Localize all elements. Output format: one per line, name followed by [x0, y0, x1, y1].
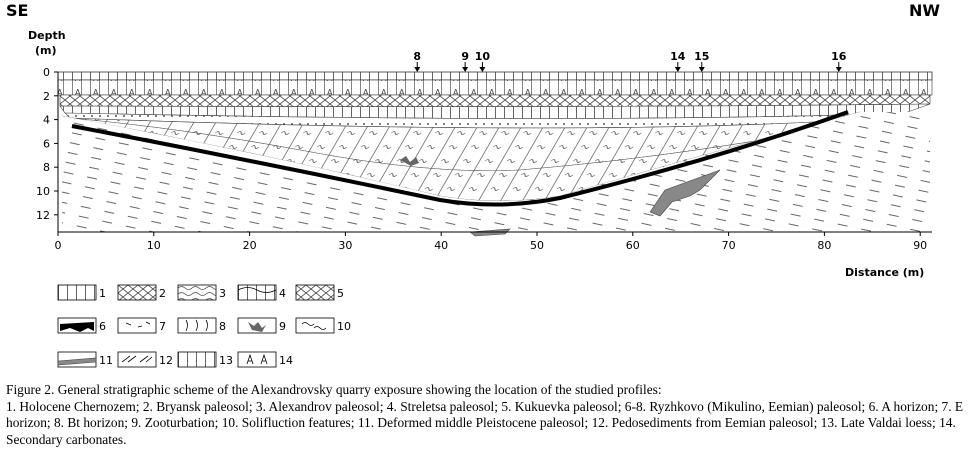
legend [58, 285, 351, 367]
layer-secondary-carbonates [58, 80, 932, 95]
profile-marker-arrow [479, 67, 485, 72]
legend-label-14: 14 [279, 354, 293, 367]
legend-swatch-5 [296, 285, 334, 300]
depth-tick-label: 8 [43, 161, 50, 175]
profile-label: 14 [670, 50, 686, 63]
layer-bryansk-paleosol [60, 95, 930, 107]
distance-tick-label: 90 [913, 239, 928, 252]
distance-tick-label: 40 [434, 239, 449, 252]
legend-label-5: 5 [337, 287, 344, 300]
distance-tick-label: 60 [625, 239, 640, 252]
figure-caption [6, 382, 970, 448]
depth-tick-label: 6 [43, 137, 50, 151]
legend-label-12: 12 [159, 354, 173, 367]
distance-axis-title: Distance (m) [845, 266, 925, 279]
legend-label-8: 8 [219, 320, 226, 333]
legend-label-6: 6 [99, 320, 106, 333]
distance-tick-label: 50 [530, 239, 544, 252]
side-label-se: SE [6, 1, 29, 20]
depth-axis-title: Depth [28, 29, 66, 42]
legend-swatch-12 [118, 352, 156, 367]
distance-tick-label: 80 [817, 239, 832, 252]
distance-tick-label: 30 [338, 239, 353, 252]
profile-marker-arrow [699, 67, 705, 72]
profile-label: 9 [461, 50, 469, 63]
depth-tick-label: 12 [36, 208, 50, 222]
legend-label-11: 11 [99, 354, 113, 367]
side-label-nw: NW [909, 1, 941, 20]
legend-label-3: 3 [219, 287, 226, 300]
legend-swatch-1 [58, 285, 96, 300]
layer-holocene-chernozem [58, 72, 932, 80]
legend-label-13: 13 [219, 354, 233, 367]
caption-title: Figure 2. General stratigraphic scheme of the Alexandrovsky quarry exposure showing the location of the studied profiles: [6, 382, 662, 397]
legend-swatch-4 [238, 285, 276, 300]
depth-tick-label: 10 [36, 185, 50, 198]
legend-label-1: 1 [99, 287, 106, 300]
legend-swatch-3 [178, 285, 216, 300]
depth-tick-label: 2 [43, 89, 50, 103]
legend-label-7: 7 [159, 320, 166, 333]
legend-swatch-14 [238, 352, 276, 367]
depth-axis-unit: (m) [35, 44, 57, 57]
profile-marker-arrow [836, 67, 842, 72]
profile-label: 16 [831, 50, 847, 63]
depth-ticks [36, 66, 58, 222]
legend-swatch-7 [118, 318, 156, 333]
profile-label: 15 [694, 50, 710, 63]
legend-label-10: 10 [337, 320, 351, 333]
profile-marker-arrow [675, 67, 681, 72]
profile-marker-arrow [414, 67, 420, 72]
distance-tick-label: 10 [146, 239, 161, 252]
legend-label-9: 9 [279, 320, 286, 333]
legend-swatch-8 [178, 318, 216, 333]
profile-marker-arrow [462, 67, 468, 72]
legend-label-4: 4 [279, 287, 286, 300]
distance-tick-label: 20 [242, 239, 257, 252]
legend-swatch-10 [296, 318, 334, 333]
legend-label-2: 2 [159, 287, 166, 300]
legend-swatch-13 [178, 352, 216, 367]
distance-tick-label: 0 [54, 239, 62, 252]
profile-label: 10 [474, 50, 491, 63]
depth-tick-label: 4 [43, 113, 50, 127]
depth-tick-label: 0 [43, 66, 50, 79]
legend-swatch-2 [118, 285, 156, 300]
profile-markers [413, 50, 846, 72]
caption-body: 1. Holocene Chernozem; 2. Bryansk paleosol; 3. Alexandrov paleosol; 4. Streletsa paleosol; 5. Kukuevka paleosol; 6-8. Ryzhkovo (Mikulino, Eemian) paleosol; 6. A horizon; 7. E horizon; 8. Bt horizon; 9. Zooturbation; 10. Solifluction features; 11. Deformed middle Pleistocene paleosol; 12. Pedosediments from Eemian paleosol; 13. Late Valdai loess; 14. Secondary carbonates. [6, 398, 964, 447]
cross-section [58, 72, 932, 236]
distance-tick-label: 70 [721, 239, 736, 252]
profile-label: 8 [413, 50, 422, 63]
